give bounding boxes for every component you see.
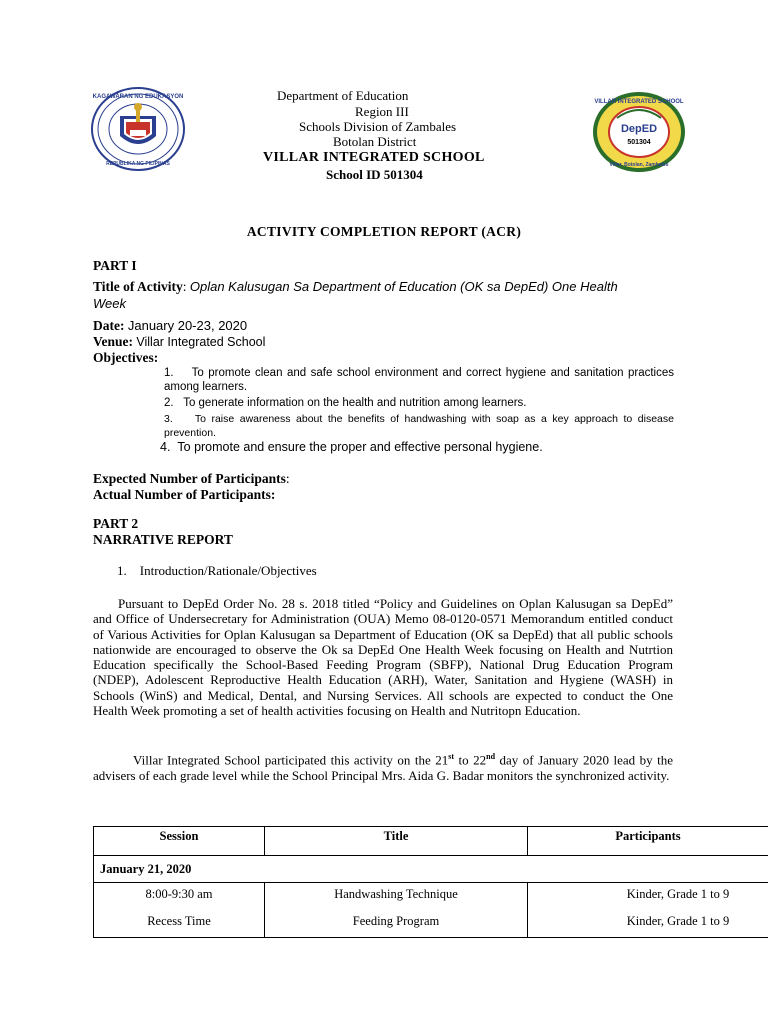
narrative-paragraph-1: Pursuant to DepEd Order No. 28 s. 2018 titled “Policy and Guidelines on Oplan Kalusugan sa DepEd” and Office of Undersecretary for Administration (OUA) Memo 08-0120-0571 Memorandum entitled conduct of Various Activities for Oplan Kalusugan sa Department of Education (OK sa DepEd) that all public schools nationwide are encouraged to observe the Ok sa DepEd One Health Week focusing on Health and Nutrtion Education specifically the School-Based Feeding Program (SBFP), National Drug Education Program (NDEP), Adolescent Reproductive Health Education (ARH), Water, Sanitation and Hygiene (WASH) in Schools (WinS) and Medical, Dental, and Nursing Services. All schools are expected to conduct the One Health Week promoting a set of health activities focusing on Health and Nutritopn Education. [93, 596, 673, 719]
report-title: ACTIVITY COMPLETION REPORT (ACR) [246, 224, 522, 239]
para2-part-c: day of January 2020 lead by the advisers of each grade level while the School Principal Mrs. Aida G. Badar monitors the synchronized activity. [93, 752, 673, 783]
date-value: January 20-23, 2020 [127, 318, 248, 333]
narrative-paragraph-2 [93, 749, 673, 783]
deped-seal-logo [90, 86, 186, 172]
date-line [93, 318, 247, 334]
header-district: Botolan District [333, 134, 417, 149]
venue-value: Villar Integrated School [136, 335, 266, 349]
participants-value: Kinder, Grade 1 to 9 [626, 914, 730, 928]
activity-title-colon: : [182, 279, 187, 294]
objectives-label: Objectives: [93, 350, 159, 365]
objective-2 [164, 396, 674, 410]
objective-1-text: To promote clean and safe school environment and correct hygiene and sanitation practices among learners. [164, 367, 675, 393]
school-id: School ID 501304 [326, 167, 423, 182]
svg-text:REPUBLIKA NG PILIPINAS: REPUBLIKA NG PILIPINAS [106, 161, 170, 167]
session-value: Recess Time [147, 914, 211, 928]
table-date-row [94, 856, 768, 883]
header-division: Schools Division of Zambales [299, 119, 457, 134]
objective-1-number: 1. [164, 367, 174, 379]
date-label: Date: [93, 318, 125, 333]
objective-4-number: 4. [160, 440, 171, 454]
para2-superscript-st: st [448, 752, 455, 761]
expected-participants-label: Expected Number of Participants [93, 471, 286, 486]
header-participants: Participants [528, 827, 768, 856]
narrative-report-heading: NARRATIVE REPORT [93, 532, 233, 547]
table-header-row [94, 827, 768, 856]
para2-part-b: to 22 [454, 752, 487, 768]
part1-heading: PART I [93, 258, 137, 273]
header-region: Region III [355, 104, 409, 119]
table-date-cell: January 21, 2020 [94, 856, 768, 883]
actual-participants-label: Actual Number of Participants: [93, 487, 276, 502]
svg-text:DepED: DepED [620, 123, 658, 135]
objective-1 [164, 366, 674, 394]
title-value: Handwashing Technique [334, 887, 458, 901]
school-name: VILLAR INTEGRATED SCHOOL [263, 150, 485, 165]
expected-participants-colon: : [285, 471, 290, 486]
narrative-item-1-number: 1. [117, 563, 127, 578]
participants-value: Kinder, Grade 1 to 9 [626, 887, 730, 901]
svg-text:501304: 501304 [627, 139, 651, 146]
svg-text:VILLAR INTEGRATED SCHOOL: VILLAR INTEGRATED SCHOOL [594, 99, 684, 105]
expected-participants [93, 471, 290, 487]
header-department: Department of Education [277, 88, 409, 103]
activity-title-value: Oplan Kalusugan Sa Department of Education (OK sa DepEd) One Health Week [93, 279, 618, 311]
part2-heading: PART 2 [93, 516, 139, 531]
activity-title-label: Title of Activity [93, 279, 183, 294]
participants-cell [528, 883, 768, 938]
svg-text:KAGAWARAN NG EDUKASYON: KAGAWARAN NG EDUKASYON [92, 94, 184, 100]
session-cell [94, 883, 265, 938]
header-title: Title [265, 827, 528, 856]
session-value: 8:00-9:30 am [145, 887, 213, 901]
title-value: Feeding Program [352, 914, 440, 928]
objective-2-text: To generate information on the health and nutrition among learners. [183, 397, 527, 409]
header-session: Session [94, 827, 265, 856]
para2-part-a: Villar Integrated School participated this activity on the 21 [133, 752, 449, 768]
school-seal-logo [591, 90, 687, 174]
objective-3-number: 3. [164, 413, 173, 425]
objective-3 [164, 412, 674, 440]
narrative-item-1-text: Introduction/Rationale/Objectives [139, 563, 317, 578]
venue-line [93, 334, 265, 350]
objective-3-text: To raise awareness about the benefits of handwashing with soap as a key approach to disease prevention. [164, 413, 674, 439]
objective-2-number: 2. [164, 397, 174, 409]
narrative-item-1 [117, 563, 317, 579]
schedule-table [93, 826, 768, 938]
title-cell [265, 883, 528, 938]
para2-superscript-nd: nd [486, 752, 496, 761]
venue-label: Venue: [93, 334, 134, 349]
svg-text:Villar, Botolan, Zambales: Villar, Botolan, Zambales [609, 162, 669, 168]
objective-4 [160, 440, 680, 455]
objective-4-text: To promote and ensure the proper and effective personal hygiene. [177, 440, 543, 454]
activity-title-block [93, 279, 653, 312]
table-row [94, 883, 768, 938]
